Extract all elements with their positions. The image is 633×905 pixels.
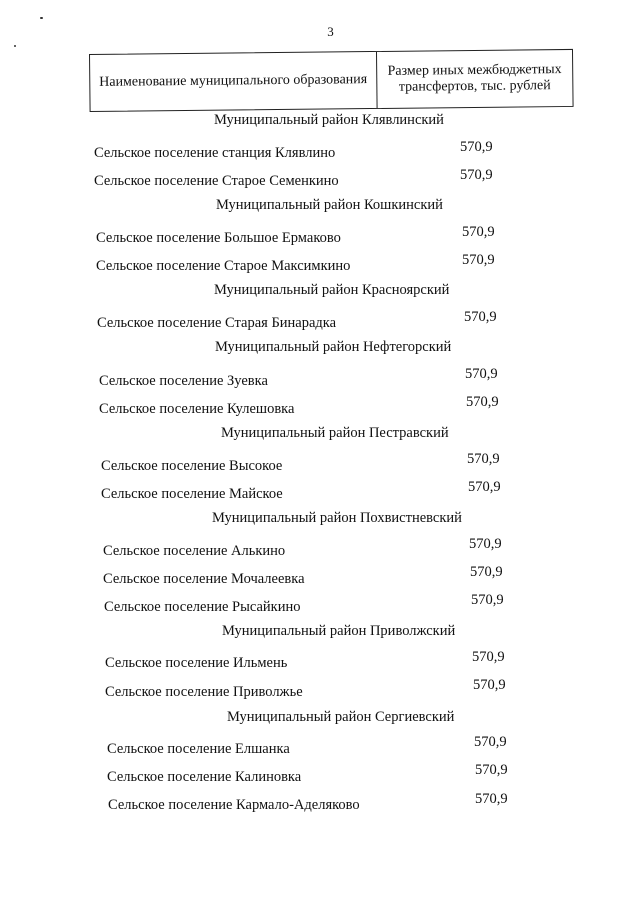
transfer-amount: 570,9	[473, 677, 506, 693]
transfer-amount: 570,9	[460, 139, 493, 155]
transfer-amount: 570,9	[470, 564, 503, 580]
district-title: Муниципальный район Похвистневский	[212, 510, 462, 526]
settlement-name: Сельское поселение Высокое	[101, 458, 283, 474]
settlement-name: Сельское поселение Старое Семенкино	[94, 173, 339, 189]
settlement-name: Сельское поселение Зуевка	[99, 373, 268, 389]
district-title: Муниципальный район Нефтегорский	[215, 339, 452, 355]
transfer-amount: 570,9	[475, 762, 508, 778]
settlement-name: Сельское поселение Приволжье	[105, 684, 303, 700]
header-amount-column: Размер иных межбюджетных трансфертов, тыс. рублей	[387, 62, 562, 95]
settlement-name: Сельское поселение Рысайкино	[104, 599, 301, 615]
transfer-amount: 570,9	[466, 394, 499, 410]
district-title: Муниципальный район Кошкинский	[216, 197, 443, 213]
settlement-name: Сельское поселение Елшанка	[107, 741, 290, 757]
settlement-name: Сельское поселение Кармало-Аделяково	[108, 797, 360, 813]
district-title: Муниципальный район Пестравский	[221, 425, 449, 441]
settlement-name: Сельское поселение Старое Максимкино	[96, 258, 351, 274]
transfer-amount: 570,9	[472, 649, 505, 665]
settlement-name: Сельское поселение Майское	[101, 486, 283, 502]
district-title: Муниципальный район Сергиевский	[227, 709, 455, 725]
settlement-name: Сельское поселение Кулешовка	[99, 401, 295, 417]
transfer-amount: 570,9	[475, 791, 508, 807]
page-number: 3	[327, 24, 334, 39]
transfer-amount: 570,9	[471, 592, 504, 608]
settlement-name: Сельское поселение Алькино	[103, 543, 286, 559]
transfer-amount: 570,9	[464, 309, 497, 325]
district-title: Муниципальный район Клявлинский	[214, 112, 444, 128]
transfer-amount: 570,9	[474, 734, 507, 750]
transfer-amount: 570,9	[468, 479, 501, 495]
transfer-amount: 570,9	[465, 366, 498, 382]
settlement-name: Сельское поселение Калиновка	[107, 769, 302, 785]
header-name-column: Наименование муниципального образования	[90, 52, 377, 111]
transfer-amount: 570,9	[462, 224, 495, 240]
transfer-amount: 570,9	[469, 536, 502, 552]
transfer-amount: 570,9	[460, 167, 493, 183]
settlement-name: Сельское поселение Мочалеевка	[103, 571, 305, 587]
district-title: Муниципальный район Приволжский	[222, 623, 456, 639]
transfer-amount: 570,9	[467, 451, 500, 467]
settlement-name: Сельское поселение станция Клявлино	[94, 145, 336, 161]
settlement-name: Сельское поселение Большое Ермаково	[96, 230, 341, 246]
settlement-name: Сельское поселение Ильмень	[105, 655, 288, 671]
settlement-name: Сельское поселение Старая Бинарадка	[97, 315, 337, 331]
transfer-amount: 570,9	[462, 252, 495, 268]
district-title: Муниципальный район Красноярский	[214, 282, 450, 298]
